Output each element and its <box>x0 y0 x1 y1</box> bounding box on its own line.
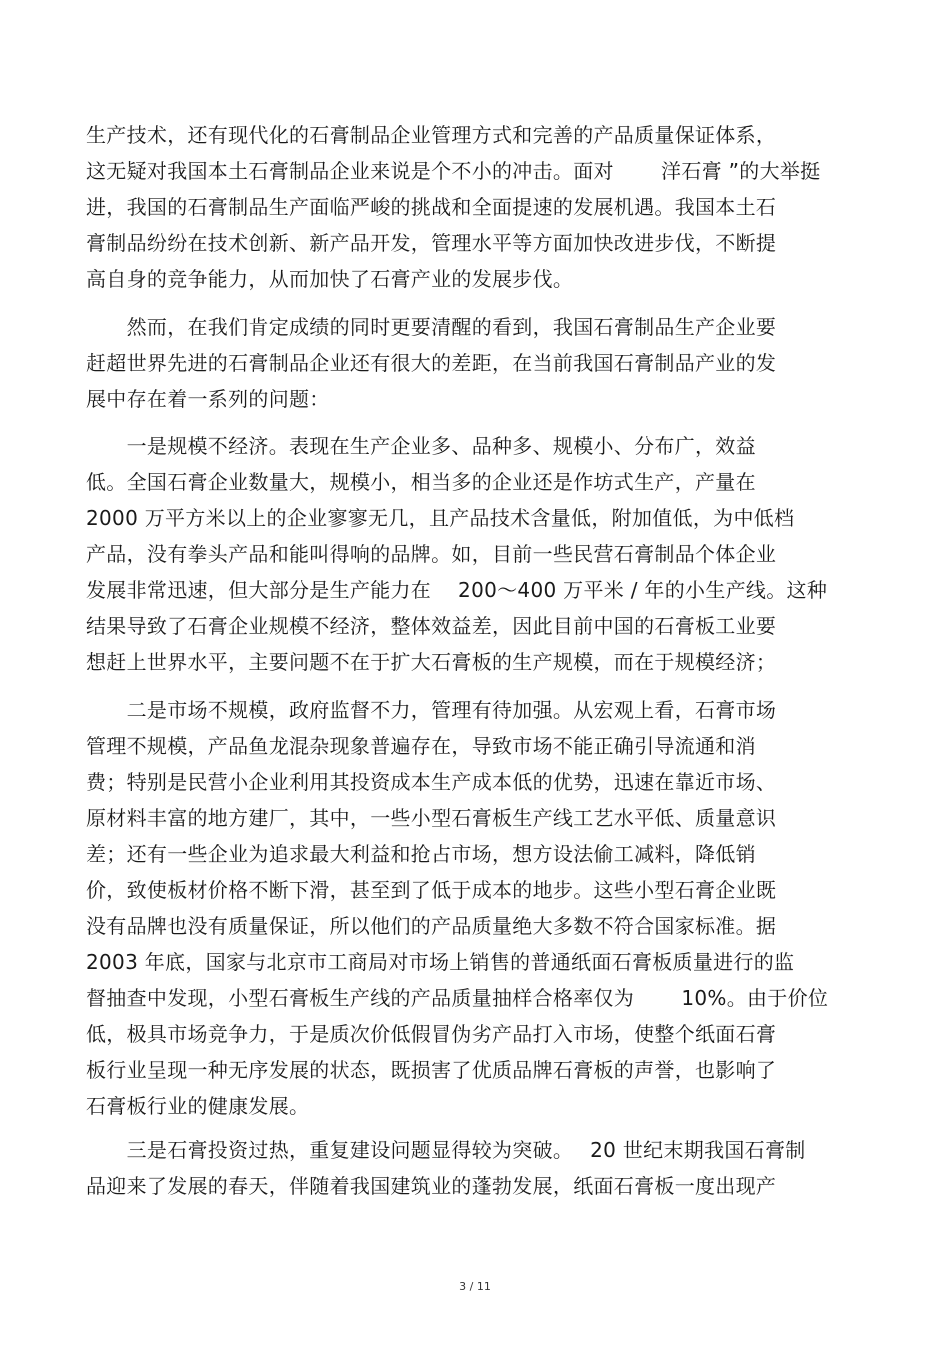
text-line: 差；还有一些企业为追求最大利益和抢占市场，想方设法偷工减料，降低销 <box>86 842 756 866</box>
text-line: 督抽查中发现，小型石膏板生产线的产品质量抽样合格率仅为 10%。由于价位 <box>86 986 829 1010</box>
paragraph-2 <box>86 309 876 417</box>
paragraph-3 <box>86 428 876 680</box>
text-line: 费；特别是民营小企业利用其投资成本生产成本低的优势，迅速在靠近市场、 <box>86 770 777 794</box>
text-line: 进，我国的石膏制品生产面临严峻的挑战和全面提速的发展机遇。我国本土石 <box>86 195 777 219</box>
text-line: 2003 年底，国家与北京市工商局对市场上销售的普通纸面石膏板质量进行的监 <box>86 950 795 974</box>
text-line: 品迎来了发展的春天，伴随着我国建筑业的蓬勃发展，纸面石膏板一度出现产 <box>86 1174 777 1198</box>
text-line: 展中存在着一系列的问题： <box>86 387 330 411</box>
text-line: 高自身的竞争能力，从而加快了石膏产业的发展步伐。 <box>86 267 574 291</box>
text-line: 二是市场不规模，政府监督不力，管理有待加强。从宏观上看，石膏市场 <box>86 698 777 722</box>
text-line: 一是规模不经济。表现在生产企业多、品种多、规模小、分布广，效益 <box>86 434 756 458</box>
text-line: 低，极具市场竞争力，于是质次价低假冒伪劣产品打入市场，使整个纸面石膏 <box>86 1022 777 1046</box>
text-line: 发展非常迅速，但大部分是生产能力在 200～400 万平米 / 年的小生产线。这种 <box>86 578 828 602</box>
text-line: 低。全国石膏企业数量大，规模小，相当多的企业还是作坊式生产，产量在 <box>86 470 756 494</box>
text-line: 产品，没有拳头产品和能叫得响的品牌。如，目前一些民营石膏制品个体企业 <box>86 542 777 566</box>
text-line: 膏制品纷纷在技术创新、新产品开发，管理水平等方面加快改进步伐，不断提 <box>86 231 777 255</box>
text-line: 想赶上世界水平，主要问题不在于扩大石膏板的生产规模，而在于规模经济； <box>86 650 777 674</box>
text-line: 然而，在我们肯定成绩的同时更要清醒的看到，我国石膏制品生产企业要 <box>86 315 777 339</box>
text-line: 板行业呈现一种无序发展的状态，既损害了优质品牌石膏板的声誉，也影响了 <box>86 1058 777 1082</box>
text-line: 没有品牌也没有质量保证，所以他们的产品质量绝大多数不符合国家标准。据 <box>86 914 777 938</box>
paragraph-4 <box>86 692 876 1124</box>
page-number: 3 / 11 <box>459 1280 491 1293</box>
text-line: 价，致使板材价格不断下滑，甚至到了低于成本的地步。这些小型石膏企业既 <box>86 878 777 902</box>
paragraph-5 <box>86 1132 876 1204</box>
text-line: 这无疑对我国本土石膏制品企业来说是个不小的冲击。面对 洋石膏 ”的大举挺 <box>86 159 821 183</box>
paragraph-1 <box>86 117 876 297</box>
text-line: 2000 万平方米以上的企业寥寥无几，且产品技术含量低，附加值低，为中低档 <box>86 506 795 530</box>
text-line: 赶超世界先进的石膏制品企业还有很大的差距，在当前我国石膏制品产业的发 <box>86 351 777 375</box>
text-line: 结果导致了石膏企业规模不经济，整体效益差，因此目前中国的石膏板工业要 <box>86 614 777 638</box>
text-line: 三是石膏投资过热，重复建设问题显得较为突破。 20 世纪末期我国石膏制 <box>86 1138 806 1162</box>
text-line: 生产技术，还有现代化的石膏制品企业管理方式和完善的产品质量保证体系， <box>86 123 777 147</box>
text-line: 原材料丰富的地方建厂，其中，一些小型石膏板生产线工艺水平低、质量意识 <box>86 806 777 830</box>
text-line: 管理不规模，产品鱼龙混杂现象普遍存在，导致市场不能正确引导流通和消 <box>86 734 756 758</box>
text-line: 石膏板行业的健康发展。 <box>86 1094 310 1118</box>
